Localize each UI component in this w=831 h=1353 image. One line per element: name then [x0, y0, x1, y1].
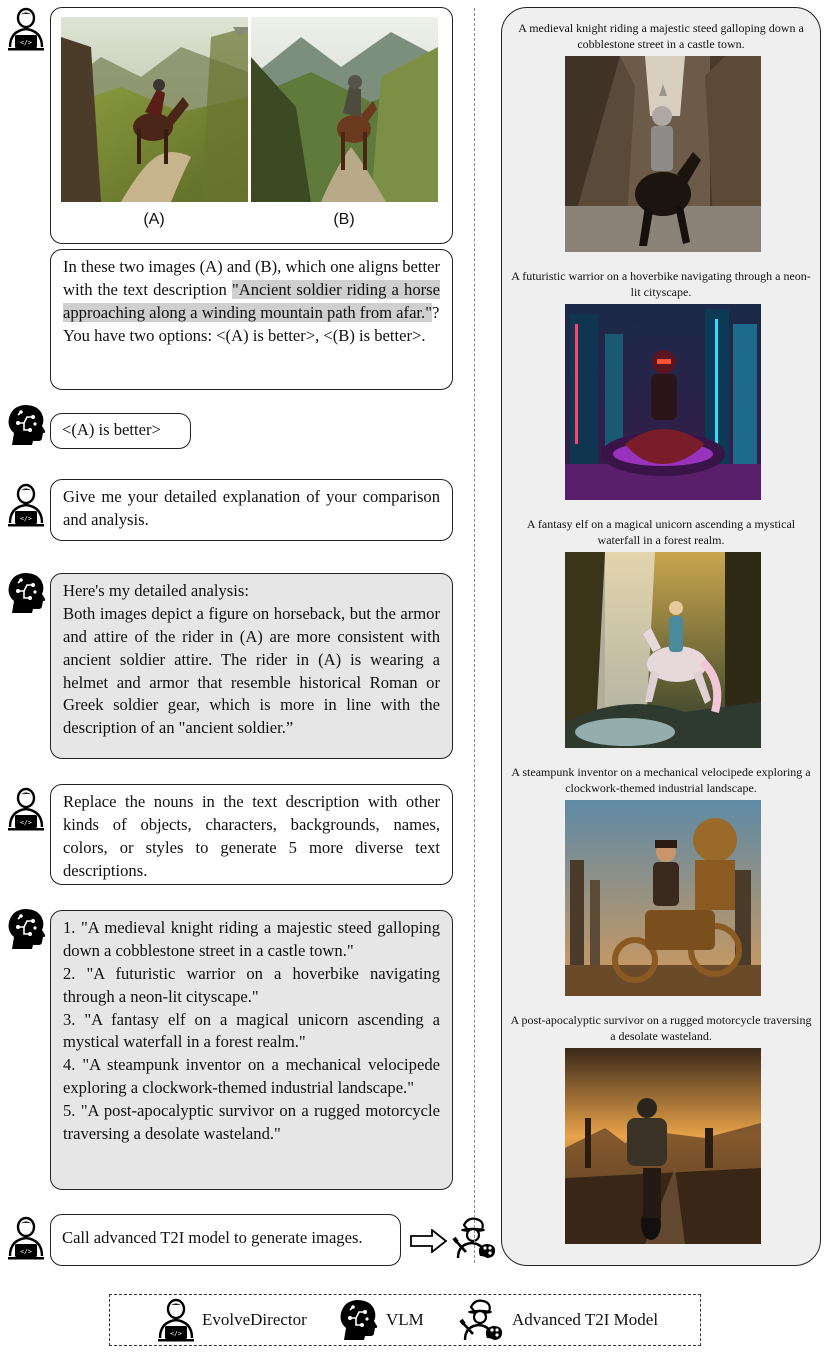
vlm-icon: [4, 571, 48, 615]
legend-label-vlm: VLM: [386, 1310, 424, 1329]
analysis-body: Both images depict a figure on horseback, but the armor and attire of the rider in (A) are more consistent with ancient soldier attire. The rider in (A) is wearing a helmet and armor that resemble historical Roman or Greek soldier gear, which is more in line with the description of an "ancient soldier.”: [63, 603, 440, 738]
description-item: 4. "A steampunk inventor on a mechanical velocipede exploring a clockwork-themed industrial landscape.": [63, 1055, 440, 1098]
analysis-title: Here's my detailed analysis:: [63, 581, 249, 600]
vlm-icon: [4, 403, 48, 447]
call-model-bubble: [50, 1214, 401, 1266]
description-item: 5. "A post-apocalyptic survivor on a rugged motorcycle traversing a desolate wasteland.": [63, 1101, 440, 1144]
description-item: 3. "A fantasy elf on a magical unicorn ascending a mystical waterfall in a forest realm.": [63, 1009, 440, 1052]
legend-label-director: EvolveDirector: [202, 1310, 307, 1329]
generated-caption: A medieval knight riding a majestic steed galloping down a cobblestone street in a castle town.: [518, 21, 804, 52]
evolve-director-icon: [4, 1216, 48, 1260]
image-a-label: (A): [143, 211, 165, 228]
generated-caption: A futuristic warrior on a hoverbike navigating through a neon-lit cityscape.: [511, 269, 811, 300]
call-model-text: Call advanced T2I model to generate images.: [62, 1228, 363, 1247]
analysis-bubble: [50, 573, 453, 759]
quoted-description: "Ancient soldier riding a horse approaching along a winding mountain path from afar.": [63, 279, 440, 322]
generated-image-knight: [565, 56, 761, 252]
arrow-right-icon: [410, 1229, 448, 1253]
evolve-director-icon: [154, 1298, 198, 1342]
image-b-label: (B): [333, 211, 355, 228]
replace-request-bubble: [50, 784, 453, 885]
question-mark: ?: [431, 302, 440, 322]
image-a: [61, 17, 248, 202]
vlm-answer-bubble: [50, 413, 191, 449]
generated-caption: A post-apocalyptic survivor on a rugged motorcycle traversing a desolate wasteland.: [510, 1013, 812, 1044]
image-b: [251, 17, 438, 202]
explain-request-bubble: [50, 479, 453, 541]
t2i-model-icon: [459, 1298, 503, 1342]
generated-caption: A steampunk inventor on a mechanical velocipede exploring a clockwork-themed industrial landscape.: [511, 765, 811, 796]
description-item: 1. "A medieval knight riding a majestic steed galloping down a cobblestone street in a castle town.": [63, 918, 440, 960]
question-options: You have two options: <(A) is better>, <(B) is better>.: [63, 325, 426, 345]
image-pair-card: [50, 7, 453, 244]
description-item: 2. "A futuristic warrior on a hoverbike navigating through a neon-lit cityscape.": [63, 963, 440, 1006]
question-bubble: [50, 249, 453, 390]
generated-image-steampunk: [565, 800, 761, 996]
generated-image-warrior: [565, 304, 761, 500]
vlm-icon: [336, 1298, 380, 1342]
legend-label-t2i: Advanced T2I Model: [512, 1310, 659, 1329]
replace-request: Replace the nouns in the text description with other kinds of objects, characters, backgrounds, names, colors, or styles to generate 5 more diverse text descriptions.: [63, 792, 440, 880]
vlm-icon: [4, 907, 48, 951]
generated-image-elf: [565, 552, 761, 748]
generated-image-survivor: [565, 1048, 761, 1244]
evolve-director-icon: [4, 7, 48, 51]
question-text: In these two images (A) and (B), which one aligns better with the text description: [63, 257, 440, 299]
evolve-director-icon: [4, 483, 48, 527]
descriptions-bubble: [50, 910, 453, 1190]
column-divider: [474, 8, 475, 1263]
explain-request: Give me your detailed explanation of your comparison and analysis.: [63, 487, 440, 529]
vlm-answer: <(A) is better>: [62, 420, 161, 439]
evolve-director-icon: [4, 787, 48, 831]
generated-caption: A fantasy elf on a magical unicorn ascending a mystical waterfall in a forest realm.: [526, 517, 796, 548]
